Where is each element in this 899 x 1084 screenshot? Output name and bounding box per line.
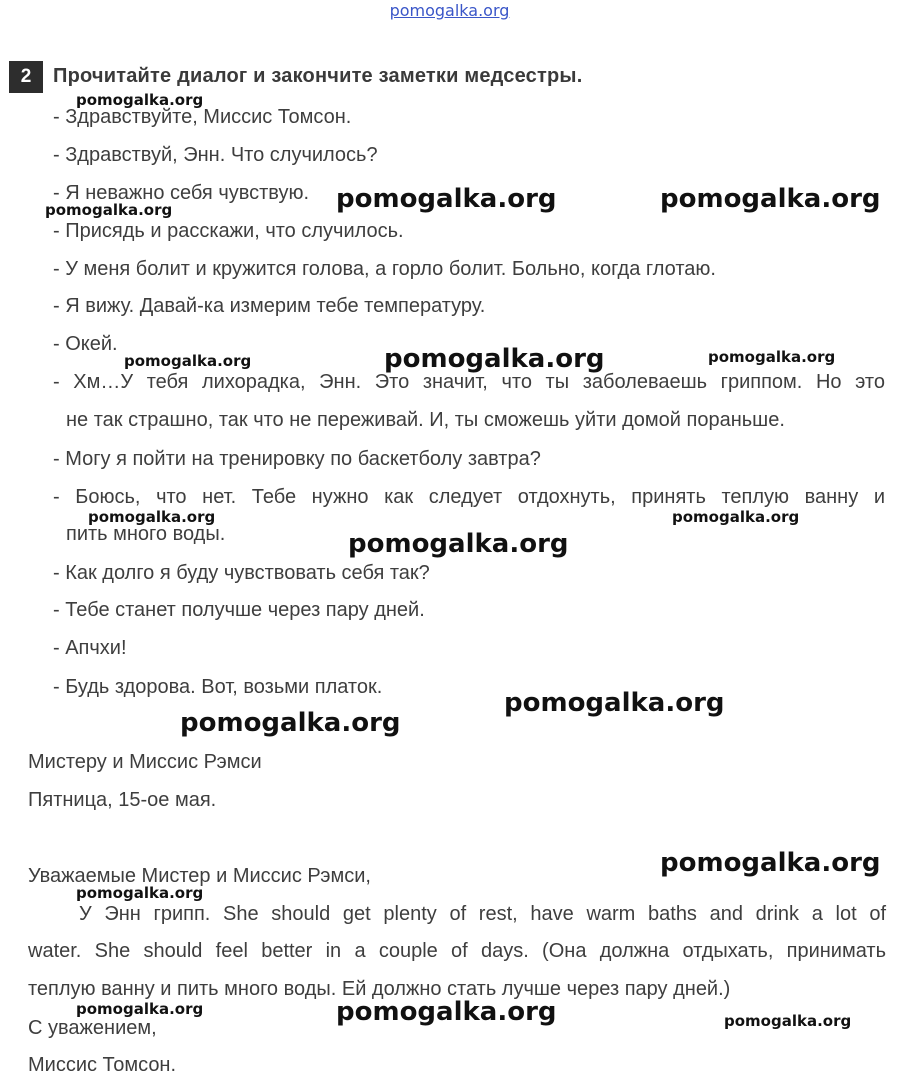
letter-recipient: Мистеру и Миссис Рэмси [28, 751, 262, 773]
watermark: pomogalka.org [504, 688, 725, 718]
dialogue-line: - Могу я пойти на тренировку по баскетболу завтра? [53, 448, 541, 470]
task-title: Прочитайте диалог и закончите заметки медсестры. [53, 65, 583, 87]
watermark: pomogalka.org [384, 344, 605, 374]
dialogue-line: - Присядь и расскажи, что случилось. [53, 220, 404, 242]
watermark: pomogalka.org [124, 352, 252, 370]
dialogue-line: - Боюсь, что нет. Тебе нужно как следует отдохнуть, принять теплую ванну и [53, 486, 885, 508]
dialogue-line: - Хм…У тебя лихорадка, Энн. Это значит, что ты заболеваешь гриппом. Но это [53, 371, 885, 393]
letter-closing: С уважением, [28, 1017, 157, 1039]
dialogue-line: - Будь здорова. Вот, возьми платок. [53, 676, 383, 698]
watermark: pomogalka.org [672, 508, 800, 526]
dialogue-line: - Здравствуй, Энн. Что случилось? [53, 144, 378, 166]
task-number-badge: 2 [9, 61, 43, 93]
watermark: pomogalka.org [724, 1012, 852, 1030]
letter-date: Пятница, 15-ое мая. [28, 789, 217, 811]
watermark: pomogalka.org [45, 201, 173, 219]
dialogue-line: - Как долго я буду чувствовать себя так? [53, 562, 430, 584]
dialogue-line-continuation: пить много воды. [66, 523, 226, 545]
dialogue-line-continuation: не так страшно, так что не переживай. И, ты сможешь уйти домой пораньше. [66, 409, 785, 431]
dialogue-line: - Я неважно себя чувствую. [53, 182, 310, 204]
watermark: pomogalka.org [336, 997, 557, 1027]
watermark: pomogalka.org [348, 529, 569, 559]
watermark: pomogalka.org [88, 508, 216, 526]
watermark: pomogalka.org [660, 848, 881, 878]
letter-body-line: теплую ванну и пить много воды. Ей должно стать лучше через пару дней.) [28, 978, 731, 1000]
dialogue-line: - Окей. [53, 333, 118, 355]
dialogue-line: - Здравствуйте, Миссис Томсон. [53, 106, 352, 128]
watermark: pomogalka.org [660, 184, 881, 214]
dialogue-line: - Я вижу. Давай-ка измерим тебе температуру. [53, 295, 486, 317]
dialogue-line: - Апчхи! [53, 637, 127, 659]
letter-body-line: water. She should feel better in a couple of days. (Она должна отдыхать, принимать [28, 940, 886, 962]
dialogue-line: - У меня болит и кружится голова, а горло болит. Больно, когда глотаю. [53, 258, 716, 280]
watermark: pomogalka.org [180, 708, 401, 738]
watermark: pomogalka.org [76, 884, 204, 902]
letter-greeting: Уважаемые Мистер и Миссис Рэмси, [28, 865, 371, 887]
watermark: pomogalka.org [76, 1000, 204, 1018]
letter-signature: Миссис Томсон. [28, 1054, 177, 1076]
watermark: pomogalka.org [708, 348, 836, 366]
dialogue-line: - Тебе станет получше через пару дней. [53, 599, 425, 621]
letter-body-line: У Энн грипп. She should get plenty of rest, have warm baths and drink a lot of [79, 903, 886, 925]
watermark: pomogalka.org [76, 91, 204, 109]
watermark: pomogalka.org [336, 184, 557, 214]
header-watermark[interactable]: pomogalka.org [389, 1, 510, 20]
